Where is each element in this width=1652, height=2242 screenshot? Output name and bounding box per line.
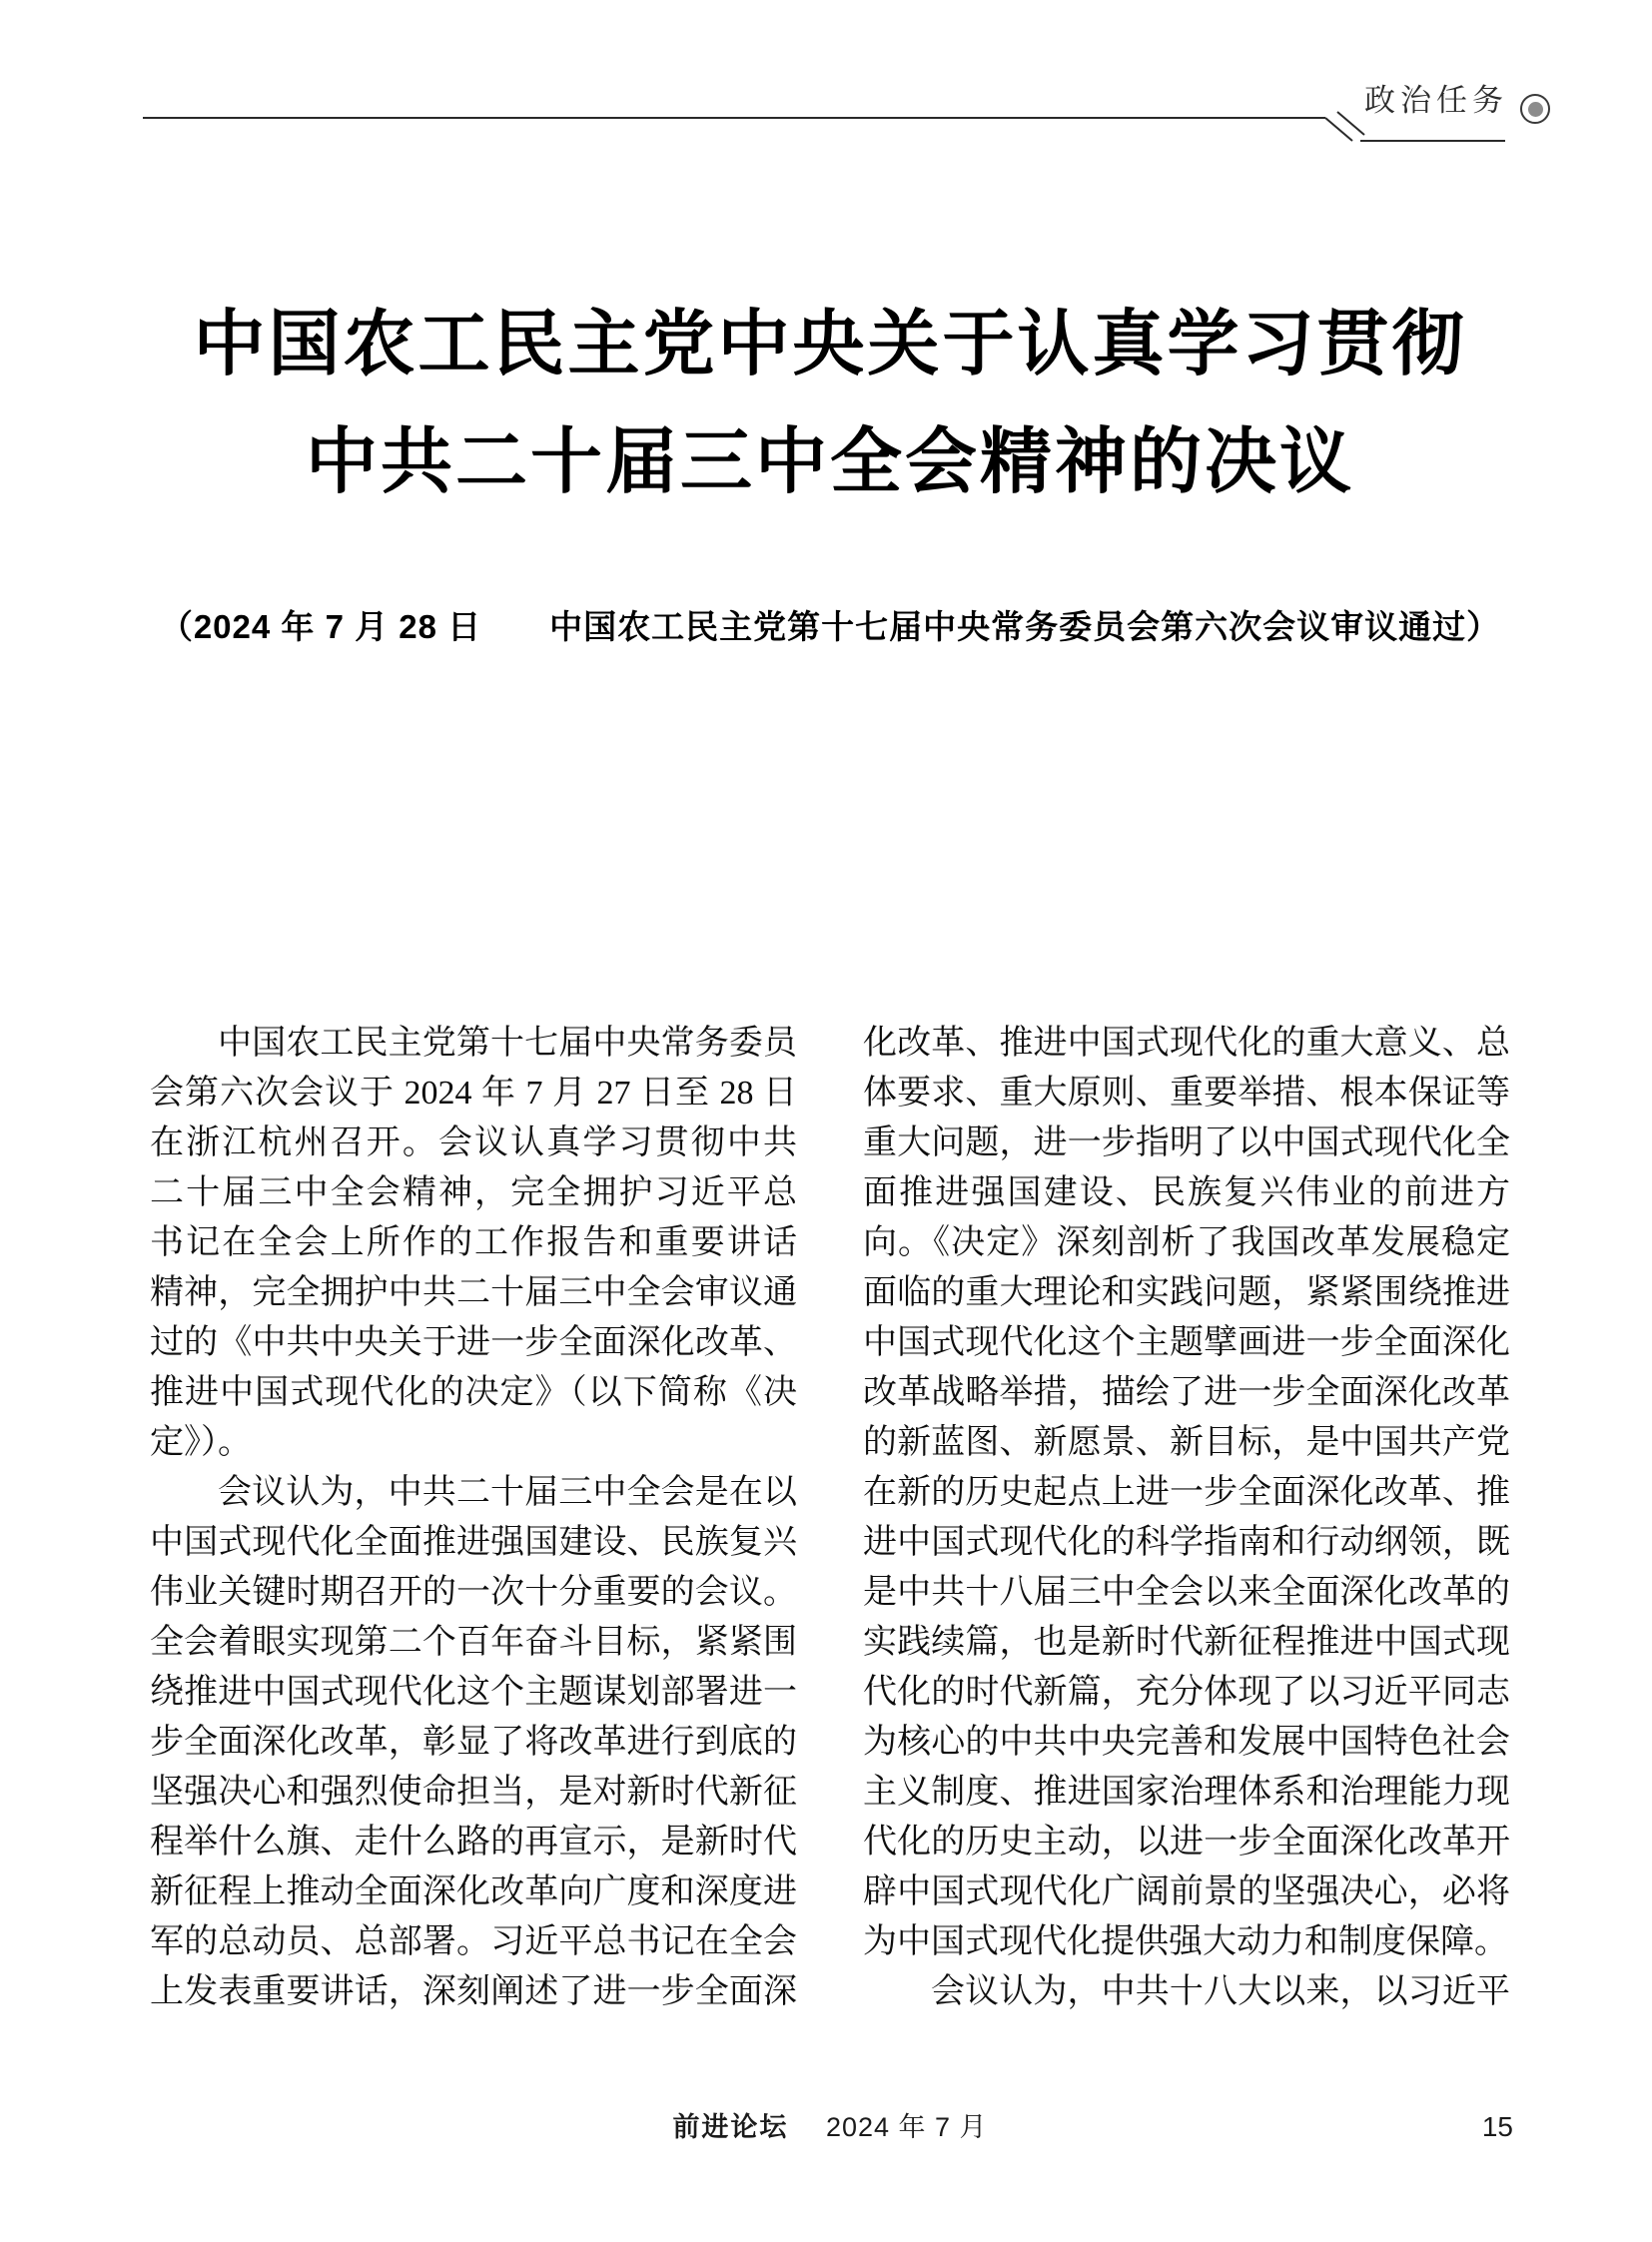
text-line: 实践续篇，也是新时代新征程推进中国式现 xyxy=(863,1624,1510,1661)
text-line: 为核心的中共中央完善和发展中国特色社会 xyxy=(863,1724,1510,1761)
text-line: 会议认为，中共十八大以来，以习近平 xyxy=(931,1973,1510,2010)
text-line: 面临的重大理论和实践问题，紧紧围绕推进 xyxy=(863,1274,1510,1311)
bullseye-inner-dot xyxy=(1528,102,1543,117)
text-line: 定》）。 xyxy=(150,1424,252,1461)
text-line: 会议认为，中共二十届三中全会是在以 xyxy=(218,1474,797,1511)
text-line: 在浙江杭州召开。会议认真学习贯彻中共 xyxy=(150,1124,797,1161)
page-number: 15 xyxy=(1481,2111,1513,2142)
text-line: 向。《决定》深刻剖析了我国改革发展稳定 xyxy=(863,1224,1510,1261)
footer xyxy=(150,2109,1510,2145)
body-column-left xyxy=(150,1019,797,2017)
journal-name: 前进论坛 xyxy=(672,2112,789,2142)
text-line: 精神，完全拥护中共二十届三中全会审议通 xyxy=(150,1274,797,1311)
text-line: 程举什么旗、走什么路的再宣示，是新时代 xyxy=(150,1824,797,1861)
text-line: 体要求、重大原则、重要举措、根本保证等 xyxy=(863,1075,1510,1112)
text-line: 中国式现代化这个主题擘画进一步全面深化 xyxy=(863,1324,1510,1361)
text-line: 坚强决心和强烈使命担当，是对新时代新征 xyxy=(150,1774,797,1811)
document-subtitle: （2024 年 7 月 28 日 中国农工民主党第十七届中央常务委员会第六次会议审议通过） xyxy=(159,608,1501,645)
text-line: 伟业关键时期召开的一次十分重要的会议。 xyxy=(150,1574,797,1611)
text-line: 进中国式现代化的科学指南和行动纲领，既 xyxy=(863,1524,1510,1561)
section-label: 政治任务 xyxy=(1364,83,1508,118)
text-line: 步全面深化改革，彰显了将改革进行到底的 xyxy=(150,1724,797,1761)
text-line: 主义制度、推进国家治理体系和治理能力现 xyxy=(863,1774,1510,1811)
text-line: 中国式现代化全面推进强国建设、民族复兴 xyxy=(150,1524,797,1561)
text-line: 的新蓝图、新愿景、新目标，是中国共产党 xyxy=(863,1424,1510,1461)
text-line: 绕推进中国式现代化这个主题谋划部署进一 xyxy=(150,1674,797,1711)
text-line: 是中共十八届三中全会以来全面深化改革的 xyxy=(863,1574,1510,1611)
text-line: 辟中国式现代化广阔前景的坚强决心，必将 xyxy=(863,1873,1510,1910)
text-line: 全会着眼实现第二个百年奋斗目标，紧紧围 xyxy=(150,1624,797,1661)
text-line: 二十届三中全会精神，完全拥护习近平总 xyxy=(150,1174,797,1211)
text-line: 中国农工民主党第十七届中央常务委员 xyxy=(218,1025,797,1062)
text-line: 会第六次会议于 2024 年 7 月 27 日至 28 日 xyxy=(150,1075,797,1112)
text-line: 改革战略举措，描绘了进一步全面深化改革 xyxy=(863,1374,1510,1411)
text-line: 新征程上推动全面深化改革向广度和深度进 xyxy=(150,1873,797,1910)
text-line: 在新的历史起点上进一步全面深化改革、推 xyxy=(863,1474,1510,1511)
text-line: 书记在全会上所作的工作报告和重要讲话 xyxy=(150,1224,797,1261)
text-line: 化改革、推进中国式现代化的重大意义、总 xyxy=(863,1025,1510,1062)
text-line: 过的《中共中央关于进一步全面深化改革、 xyxy=(150,1324,797,1361)
text-line: 军的总动员、总部署。习近平总书记在全会 xyxy=(150,1923,797,1960)
text-line: 面推进强国建设、民族复兴伟业的前进方 xyxy=(863,1174,1510,1211)
body-column-right xyxy=(863,1019,1510,2017)
issue-date: 2024 年 7 月 xyxy=(825,2112,988,2142)
bullseye-circle-icon xyxy=(1520,94,1550,124)
text-line: 代化的历史主动，以进一步全面深化改革开 xyxy=(863,1824,1510,1861)
text-line: 上发表重要讲话，深刻阐述了进一步全面深 xyxy=(150,1973,797,2010)
text-line: 重大问题，进一步指明了以中国式现代化全 xyxy=(863,1124,1510,1161)
document-title-line1: 中国农工民主党中央关于认真学习贯彻 xyxy=(193,305,1467,384)
text-line: 推进中国式现代化的决定》（以下简称《决 xyxy=(150,1374,797,1411)
text-line: 为中国式现代化提供强大动力和制度保障。 xyxy=(863,1923,1508,1960)
document-title-line2: 中共二十届三中全会精神的决议 xyxy=(305,422,1354,502)
text-line: 代化的时代新篇，充分体现了以习近平同志 xyxy=(863,1674,1510,1711)
document-title xyxy=(150,286,1510,521)
